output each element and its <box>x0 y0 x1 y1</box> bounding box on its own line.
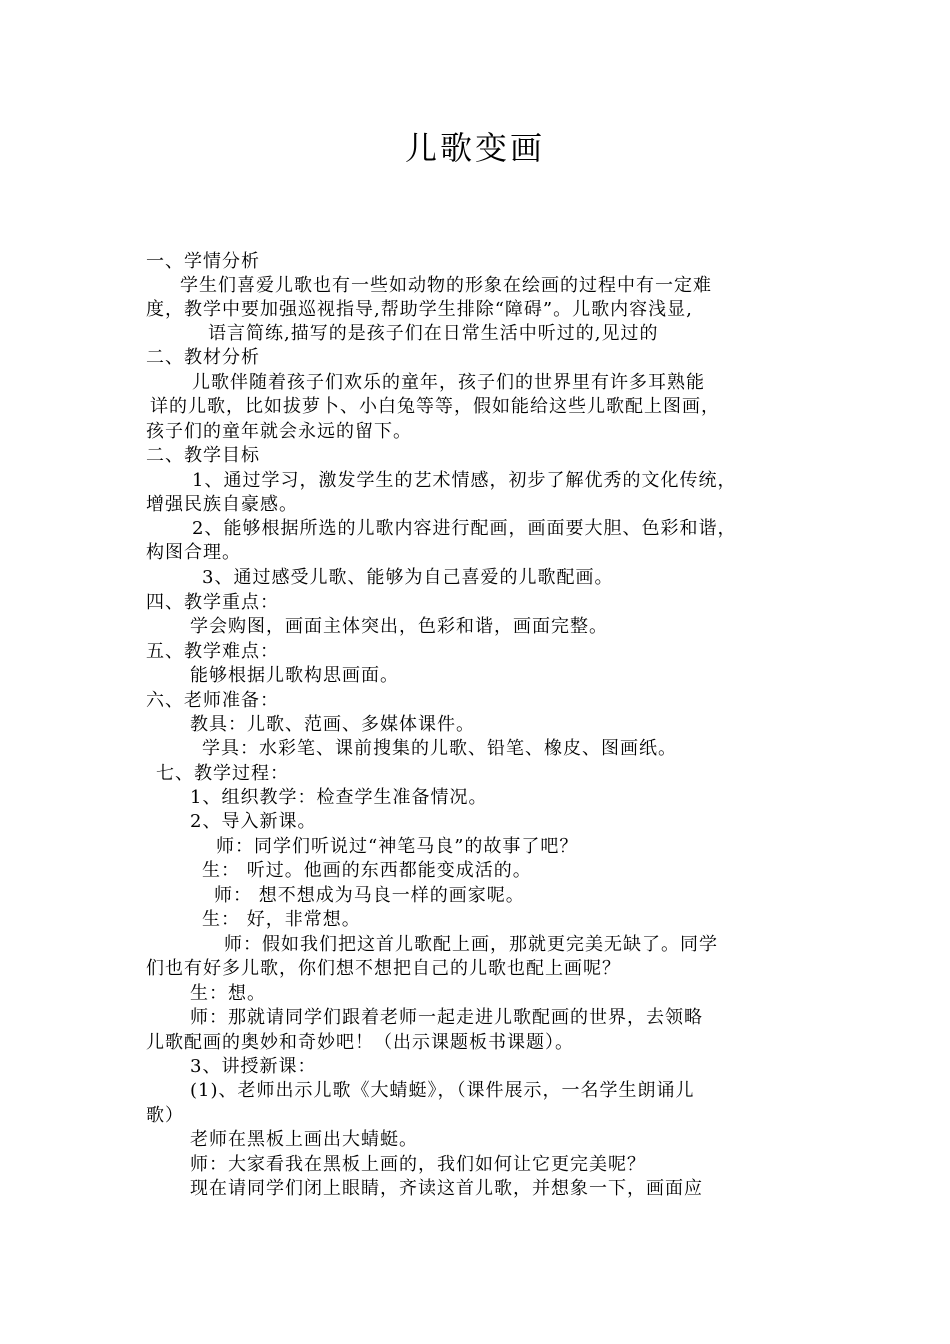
text-line: 四、教学重点： <box>146 592 279 613</box>
text-line: 一、学情分析 <box>146 251 260 272</box>
text-line: 老师在黑板上画出大蜻蜓。 <box>190 1129 418 1150</box>
text-line: 学生们喜爱儿歌也有一些如动物的形象在绘画的过程中有一定难 <box>180 275 712 296</box>
text-line: 2、导入新课。 <box>190 811 317 832</box>
text-line: 儿歌配画的奥妙和奇妙吧！（出示课题板书课题）。 <box>146 1032 574 1053</box>
text-line: 3、讲授新课： <box>190 1056 317 1077</box>
page-title: 儿歌变画 <box>404 129 545 167</box>
text-line: 歌） <box>146 1105 184 1126</box>
text-line: 六、老师准备： <box>146 690 279 711</box>
text-line: 度，教学中要加强巡视指导,帮助学生排除“障碍”。儿歌内容浅显, <box>146 299 693 320</box>
text-line: 语言简练,描写的是孩子们在日常生活中听过的,见过的 <box>208 323 659 344</box>
text-line: 儿歌伴随着孩子们欢乐的童年，孩子们的世界里有许多耳熟能 <box>192 372 705 393</box>
text-line: 生： 好，非常想。 <box>202 909 361 930</box>
text-line: 2、能够根据所选的儿歌内容进行配画，画面要大胆、色彩和谐， <box>192 518 737 539</box>
text-line: 孩子们的童年就会永远的留下。 <box>146 421 412 442</box>
text-line: 学会购图，画面主体突出，色彩和谐，画面完整。 <box>190 616 608 637</box>
text-line: 二、教学目标 <box>146 445 260 466</box>
text-line: 教具：儿歌、范画、多媒体课件。 <box>190 714 475 735</box>
text-line: 现在请同学们闭上眼睛，齐读这首儿歌，并想象一下，画面应 <box>190 1178 703 1199</box>
text-line: 构图合理。 <box>146 542 241 563</box>
text-line: 1、通过学习，激发学生的艺术情感，初步了解优秀的文化传统， <box>192 470 737 491</box>
text-line: 生：想。 <box>190 983 266 1004</box>
text-line: 们也有好多儿歌，你们想不想把自己的儿歌也配上画呢？ <box>146 958 621 979</box>
text-line: 增强民族自豪感。 <box>146 494 298 515</box>
text-line: 师：那就请同学们跟着老师一起走进儿歌配画的世界，去领略 <box>190 1007 703 1028</box>
text-line: (1)、老师出示儿歌《大蜻蜓》，（课件展示，一名学生朗诵儿 <box>190 1080 695 1101</box>
text-line: 学具：水彩笔、课前搜集的儿歌、铅笔、橡皮、图画纸。 <box>202 738 677 759</box>
text-line: 3、通过感受儿歌、能够为自己喜爱的儿歌配画。 <box>202 567 614 588</box>
text-line: 师：同学们听说过“神笔马良”的故事了吧？ <box>216 836 579 857</box>
text-line: 二、教材分析 <box>146 347 260 368</box>
text-line: 七、教学过程： <box>156 763 289 784</box>
text-line: 详的儿歌，比如拔萝卜、小白兔等等，假如能给这些儿歌配上图画， <box>150 396 720 417</box>
text-line: 师：大家看我在黑板上画的，我们如何让它更完美呢？ <box>190 1154 646 1175</box>
text-line: 五、教学难点： <box>146 641 279 662</box>
text-line: 师： 想不想成为马良一样的画家呢。 <box>214 885 525 906</box>
text-line: 师：假如我们把这首儿歌配上画，那就更完美无缺了。同学 <box>224 934 718 955</box>
text-line: 能够根据儿歌构思画面。 <box>190 665 399 686</box>
text-line: 1、组织教学：检查学生准备情况。 <box>190 787 488 808</box>
text-line: 生： 听过。他画的东西都能变成活的。 <box>202 860 532 881</box>
